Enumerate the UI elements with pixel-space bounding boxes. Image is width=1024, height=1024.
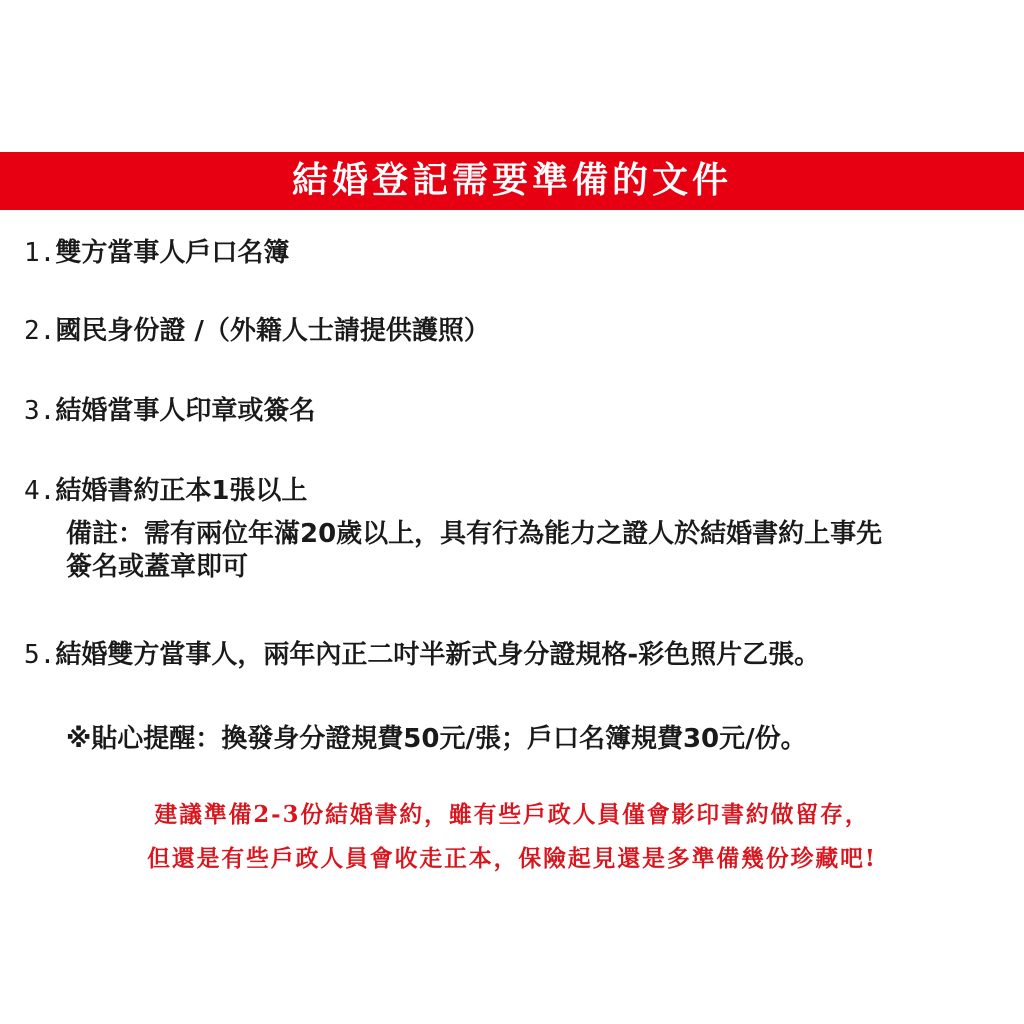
list-item-5 xyxy=(24,640,820,671)
note-line-2: 簽名或蓋章即可 xyxy=(66,551,249,582)
item-text: 結婚雙方當事人，兩年內正二吋半新式身分證規格-彩色照片乙張。 xyxy=(55,640,821,670)
item-number: 4. xyxy=(24,476,56,506)
page-title: 結婚登記需要準備的文件 xyxy=(291,160,732,201)
item-text: 結婚書約正本1張以上 xyxy=(55,476,308,506)
list-item-3 xyxy=(24,396,315,427)
item-text: 結婚當事人印章或簽名 xyxy=(55,396,316,426)
item-number: 5. xyxy=(24,640,56,670)
title-banner xyxy=(0,152,1024,210)
item-number: 1. xyxy=(24,238,56,268)
note-line-1: 備註：需有兩位年滿20歲以上，具有行為能力之證人於結婚書約上事先 xyxy=(66,519,883,549)
list-item-4 xyxy=(24,476,307,507)
item-number: 2. xyxy=(24,316,56,346)
item-number: 3. xyxy=(24,396,56,426)
item-text: 雙方當事人戶口名簿 xyxy=(55,238,290,268)
item-text: 國民身份證 /（外籍人士請提供護照） xyxy=(55,316,490,346)
advice-line-1: 建議準備2-3份結婚書約，雖有些戶政人員僅會影印書約做留存， xyxy=(154,801,870,828)
friendly-reminder: ※貼心提醒：換發身分證規費50元/張；戶口名簿規費30元/份。 xyxy=(66,724,807,754)
item-4-note xyxy=(66,518,882,583)
list-item-1 xyxy=(24,238,289,269)
advice-line-2: 但還是有些戶政人員會收走正本，保險起見還是多準備幾份珍藏吧! xyxy=(147,845,877,872)
list-item-2 xyxy=(24,316,490,347)
